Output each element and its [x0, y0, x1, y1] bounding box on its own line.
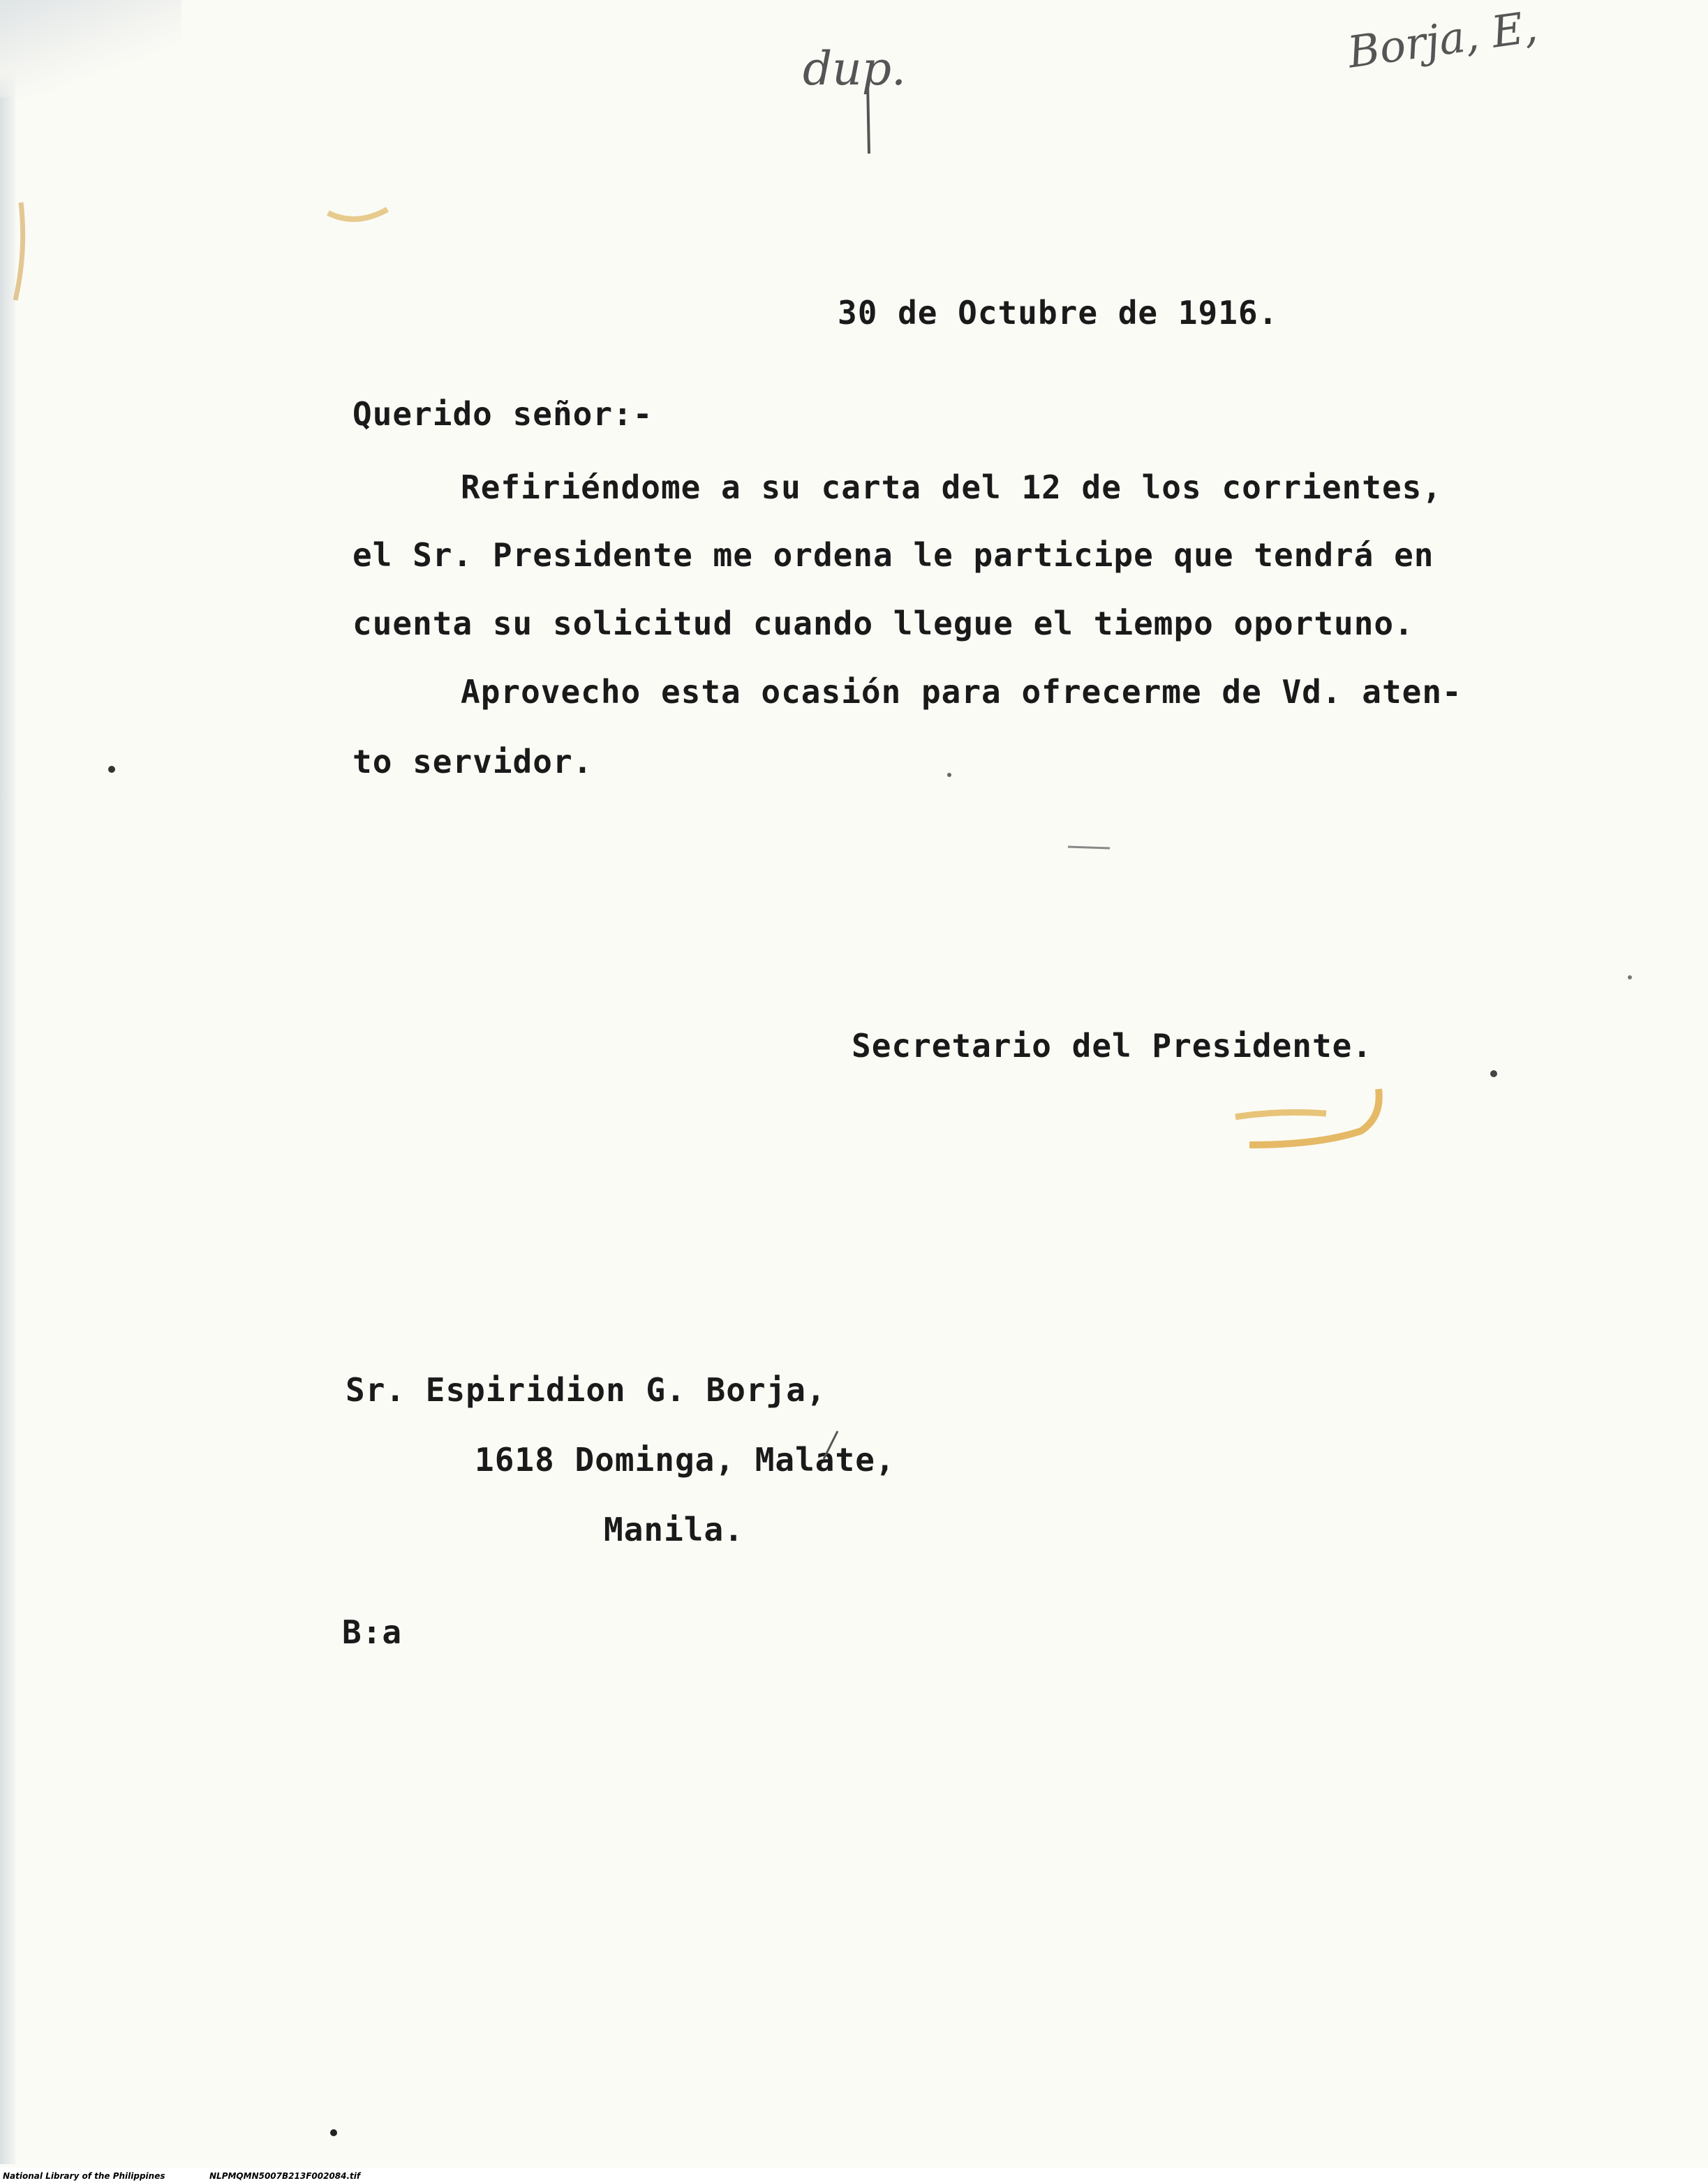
handwritten-note-dup: dup.: [803, 42, 906, 96]
footer-institution: National Library of the Philippines: [3, 2171, 165, 2181]
address-line: 1618 Dominga, Malate,: [475, 1441, 896, 1479]
body-line: to servidor.: [352, 743, 593, 780]
letter-date: 30 de Octubre de 1916.: [838, 294, 1279, 332]
address-line: Sr. Espiridion G. Borja,: [346, 1371, 826, 1409]
body-line: cuenta su solicitud cuando llegue el tiempo oportuno.: [352, 605, 1414, 642]
body-line: el Sr. Presidente me ordena le participe que tendrá en: [352, 536, 1434, 574]
reference-initials: B:a: [342, 1613, 403, 1651]
body-line: Refiriéndome a su carta del 12 de los corrientes,: [461, 468, 1443, 506]
handwritten-note-name: Borja, E,: [1344, 1, 1540, 78]
body-line: Aprovecho esta ocasión para ofrecerme de Vd. aten-: [461, 673, 1462, 711]
salutation: Querido señor:-: [352, 395, 653, 433]
footer-filename: NLPMQMN5007B213F002084.tif: [209, 2171, 361, 2181]
address-line: Manila.: [604, 1511, 744, 1548]
signature-line: Secretario del Presidente.: [852, 1027, 1373, 1065]
